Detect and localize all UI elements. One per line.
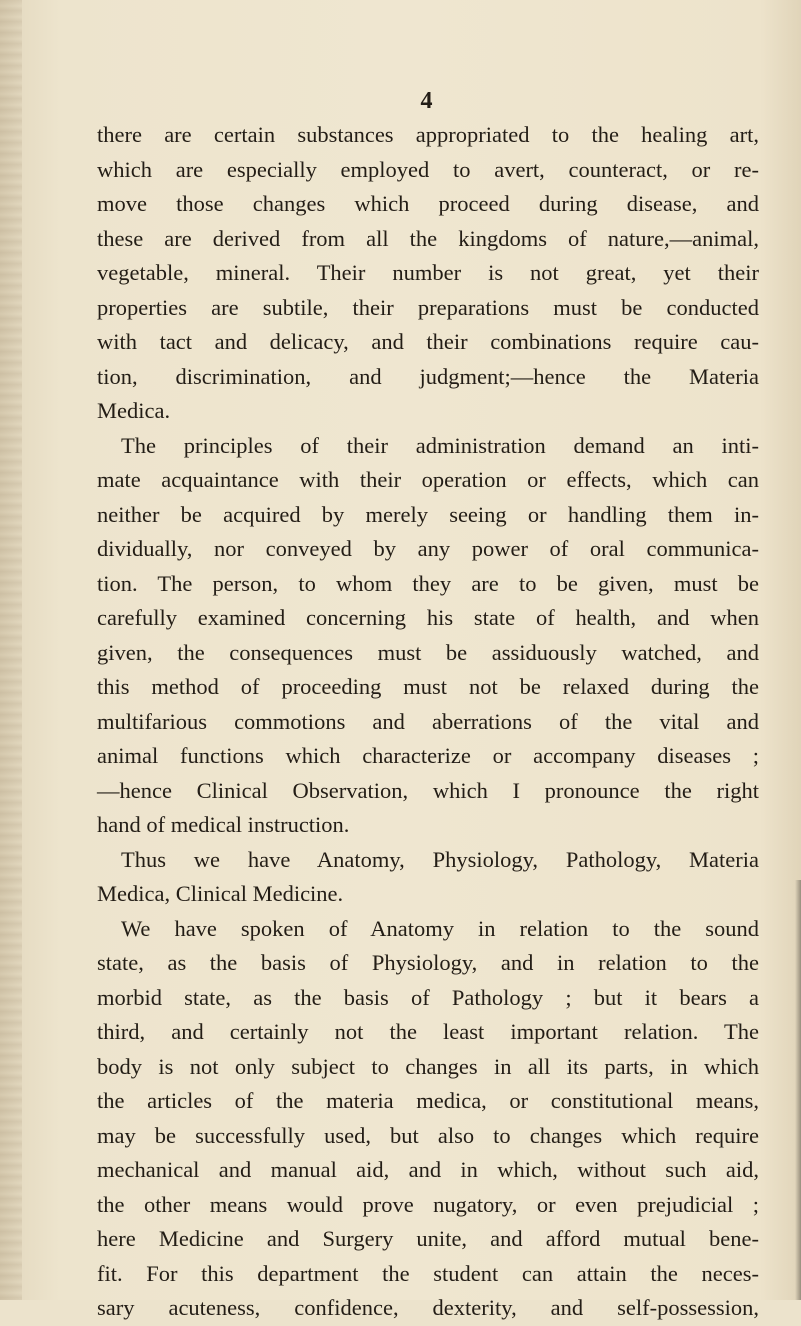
text-line: these are derived from all the kingdoms of nature,—animal, <box>97 225 759 251</box>
text-line: there are certain substances appropriated to the healing art, <box>97 122 759 147</box>
page-right-edge-shadow <box>795 880 801 1300</box>
text-line: third, and certainly not the least important relation. The <box>97 1019 759 1044</box>
text-line: body is not only subject to changes in all its parts, in which <box>97 1053 759 1079</box>
text-line: hand of medical instruction. <box>97 812 350 837</box>
text-line: sary acuteness, confidence, dexterity, and self-possession, <box>97 1295 759 1320</box>
text-line: which are especially employed to avert, counteract, or re- <box>97 156 759 182</box>
text-line: carefully examined concerning his state of health, and when <box>97 605 759 630</box>
text-line: the other means would prove nugatory, or even prejudicial ; <box>97 1191 759 1217</box>
text-line: properties are subtile, their preparations must be conducted <box>97 294 759 320</box>
text-line: Thus we have Anatomy, Physiology, Pathology, Materia <box>121 846 759 872</box>
text-line: tion. The person, to whom they are to be given, must be <box>97 570 759 596</box>
text-line: multifarious commotions and aberrations of the vital and <box>97 708 759 734</box>
text-line: morbid state, as the basis of Pathology ; but it bears a <box>97 984 759 1010</box>
text-line: animal functions which characterize or accompany diseases ; <box>97 743 759 768</box>
text-line: the articles of the materia medica, or constitutional means, <box>97 1088 759 1113</box>
text-line: —hence Clinical Observation, which I pronounce the right <box>97 777 759 803</box>
text-line: vegetable, mineral. Their number is not great, yet their <box>97 260 759 285</box>
text-line: may be successfully used, but also to changes which require <box>97 1122 759 1148</box>
text-line: mechanical and manual aid, and in which, without such aid, <box>97 1157 759 1182</box>
body-text <box>97 118 759 1326</box>
text-line: with tact and delicacy, and their combinations require cau- <box>97 329 759 354</box>
page-binding-edge <box>0 0 22 1300</box>
text-line: mate acquaintance with their operation or effects, which can <box>97 467 759 492</box>
text-line: move those changes which proceed during disease, and <box>97 191 759 216</box>
text-line: dividually, nor conveyed by any power of oral communica- <box>97 536 759 561</box>
text-line: Medica. <box>97 398 171 423</box>
text-line: Medica, Clinical Medicine. <box>97 881 344 906</box>
text-line: here Medicine and Surgery unite, and afford mutual bene- <box>97 1226 759 1251</box>
text-line: tion, discrimination, and judgment;—hence the Materia <box>97 363 759 389</box>
text-line: fit. For this department the student can attain the neces- <box>97 1260 759 1286</box>
text-line: this method of proceeding must not be relaxed during the <box>97 674 759 699</box>
text-line: We have spoken of Anatomy in relation to the sound <box>121 915 759 941</box>
text-line: given, the consequences must be assiduously watched, and <box>97 639 759 665</box>
text-line: neither be acquired by merely seeing or handling them in- <box>97 501 759 527</box>
text-line: The principles of their administration demand an inti- <box>121 432 759 458</box>
page-number: 4 <box>420 88 433 114</box>
text-line: state, as the basis of Physiology, and in relation to the <box>97 950 759 975</box>
